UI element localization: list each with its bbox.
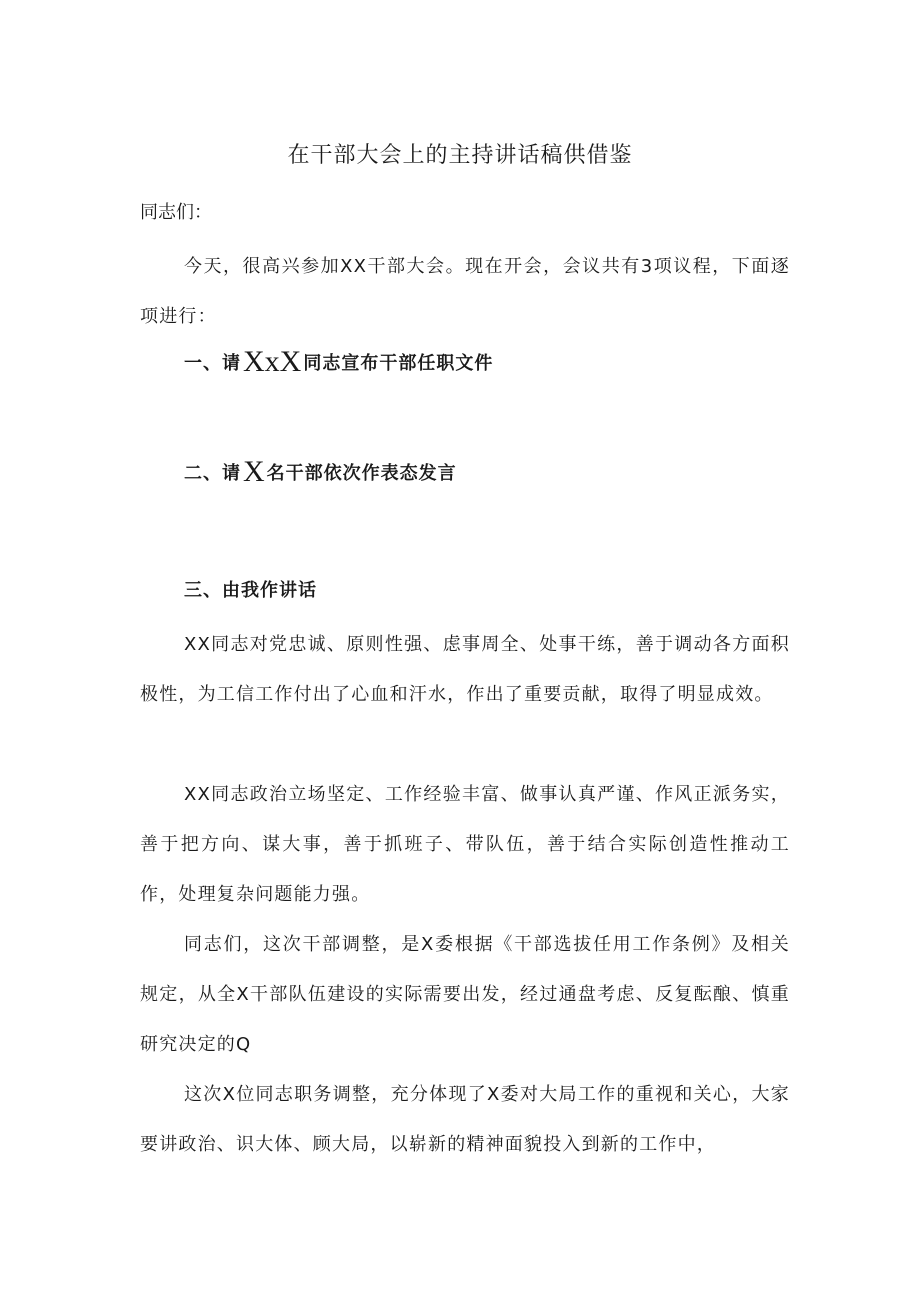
agenda-item-1-prefix: 一、请: [184, 353, 241, 374]
document-title: 在干部大会上的主持讲话稿供借鉴: [287, 143, 633, 168]
agenda-item-1-suffix: 同志宣布干部任职文件: [303, 353, 494, 374]
body-paragraph: 同志们，这次干部调整，是X委根据《干部选拔任用工作条例》及相关规定，从全X干部队伍建设的实际需要出发，经过通盘考虑、反复酝酿、慎重研究决定的Q: [140, 934, 790, 1055]
salutation: 同志们：: [140, 202, 212, 223]
agenda-item-3-prefix: 三、由我作讲话: [184, 580, 317, 601]
body-paragraph: 这次X位同志职务调整，充分体现了X委对大局工作的重视和关心，大家要讲政治、识大体、顾大局，以崭新的精神面貌投入到新的工作中，: [140, 1084, 790, 1155]
agenda-item-1-code: XxX: [243, 345, 302, 378]
body-paragraph: XX同志政治立场坚定、工作经验丰富、做事认真严谨、作风正派务实，善于把方向、谋大事，善于抓班子、带队伍，善于结合实际创造性推动工作，处理复杂问题能力强。: [140, 784, 790, 905]
agenda-item-3: [184, 576, 317, 602]
agenda-item-2-prefix: 二、请: [184, 463, 241, 484]
intro-paragraph: 今天，很高兴参加XX干部大会。现在开会，会议共有3项议程，下面逐项进行：: [140, 256, 790, 327]
agenda-item-2: [184, 455, 457, 489]
agenda-item-2-code: X: [243, 455, 265, 488]
agenda-item-2-suffix: 名干部依次作表态发言: [266, 463, 457, 484]
body-paragraph: XX同志对党忠诚、原则性强、虑事周全、处事干练，善于调动各方面积极性，为工信工作付出了心血和汗水，作出了重要贡献，取得了明显成效。: [140, 634, 790, 705]
agenda-item-1: [184, 345, 493, 379]
